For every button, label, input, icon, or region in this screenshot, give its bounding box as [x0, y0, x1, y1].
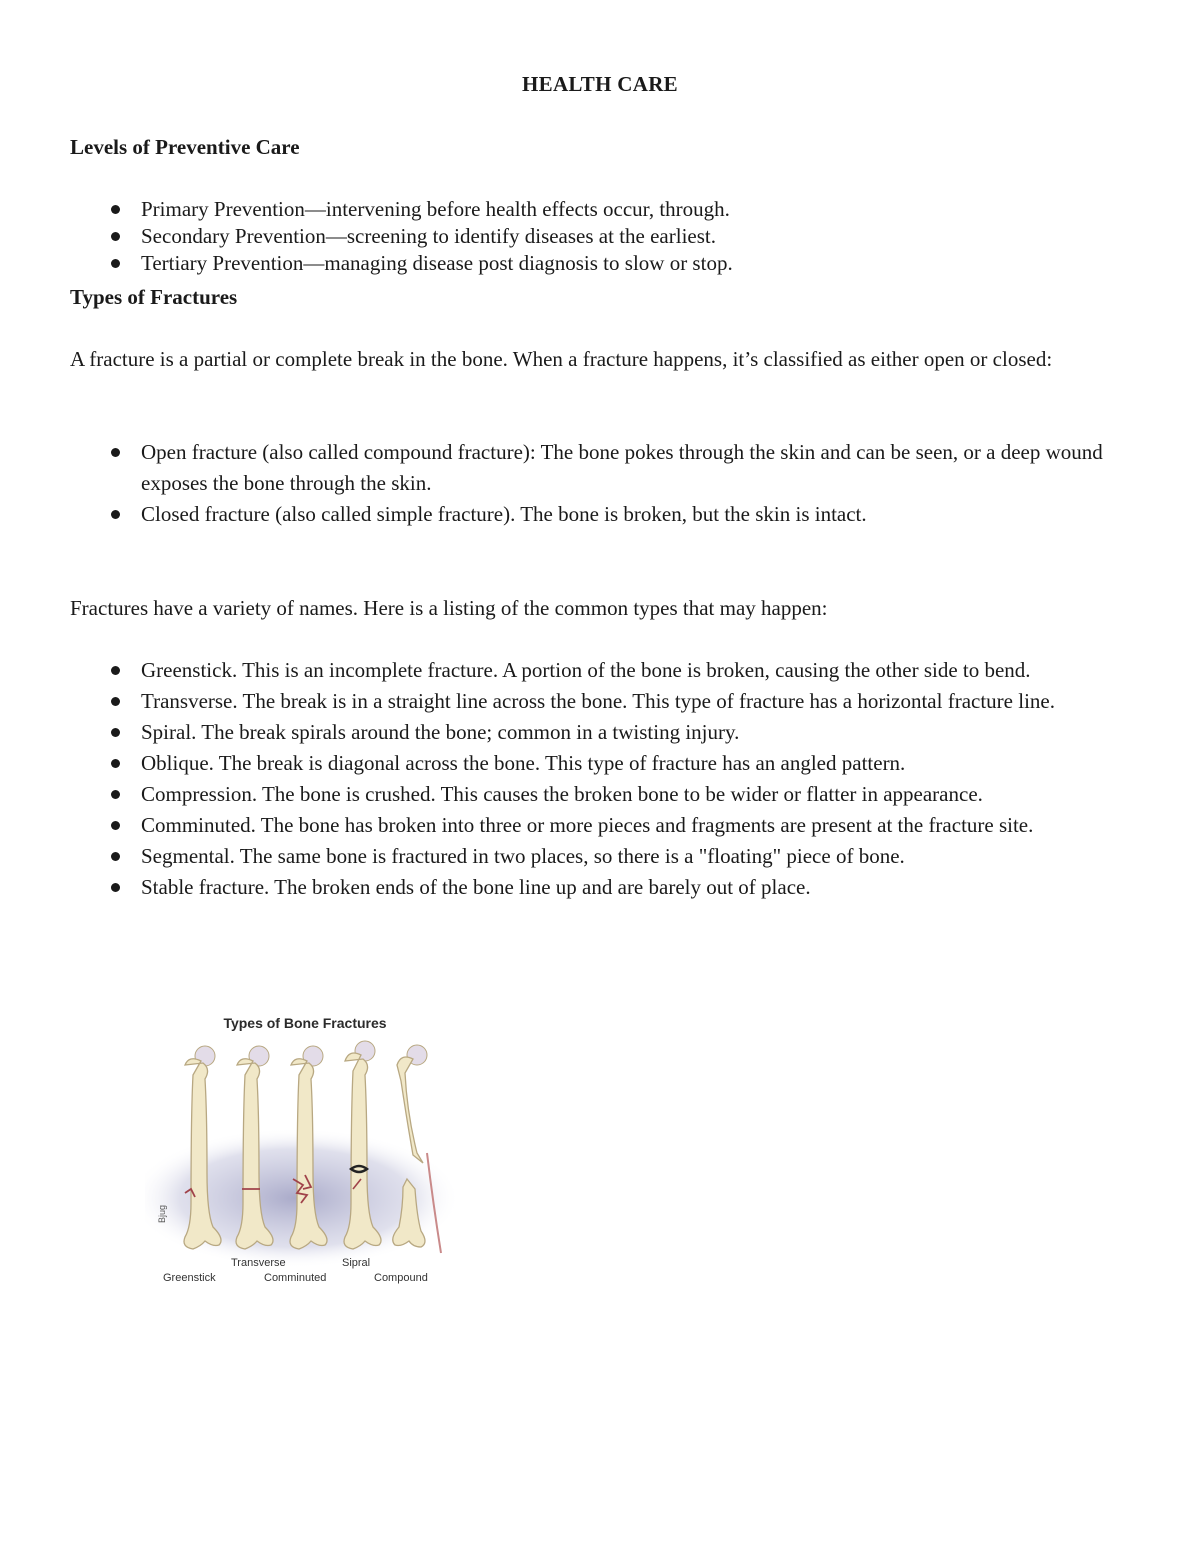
bullet-icon — [111, 852, 120, 861]
label-transverse: Transverse — [231, 1257, 286, 1269]
preventive-care-list — [70, 196, 1130, 277]
bullet-icon — [111, 510, 120, 519]
list-item: Greenstick. This is an incomplete fracture. A portion of the bone is broken, causing the other side to bend. — [70, 655, 1130, 686]
document-title: HEALTH CARE — [522, 72, 678, 96]
bullet-icon — [111, 790, 120, 799]
bullet-icon — [111, 259, 120, 268]
bullet-icon — [111, 448, 120, 457]
fracture-classification-list — [70, 437, 1130, 530]
bullet-icon — [111, 232, 120, 241]
bullet-icon — [111, 666, 120, 675]
list-item: Open fracture (also called compound fracture): The bone pokes through the skin and can be seen, or a deep wound exposes the bone through the skin. — [70, 437, 1130, 499]
list-item: Closed fracture (also called simple fracture). The bone is broken, but the skin is intact. — [70, 499, 1130, 530]
list-item: Secondary Prevention—screening to identify diseases at the earliest. — [70, 223, 1130, 250]
bullet-icon — [111, 205, 120, 214]
bullet-icon — [111, 759, 120, 768]
list-item: Oblique. The break is diagonal across the bone. This type of fracture has an angled pattern. — [70, 748, 1130, 779]
preventive-care-heading: Levels of Preventive Care — [70, 135, 300, 159]
list-item: Transverse. The break is in a straight line across the bone. This type of fracture has a horizontal fracture line. — [70, 686, 1130, 717]
fracture-names-intro: Fractures have a variety of names. Here is a listing of the common types that may happen: — [70, 596, 828, 620]
fractures-heading: Types of Fractures — [70, 285, 238, 309]
bone-fractures-figure — [145, 1003, 465, 1293]
bullet-icon — [111, 821, 120, 830]
bullet-icon — [111, 728, 120, 737]
bullet-icon — [111, 697, 120, 706]
list-item: Compression. The bone is crushed. This causes the broken bone to be wider or flatter in appearance. — [70, 779, 1130, 810]
label-greenstick: Greenstick — [163, 1272, 216, 1284]
bone-fractures-illustration — [145, 1003, 465, 1293]
artist-signature: Bjug — [157, 1204, 167, 1223]
list-item: Stable fracture. The broken ends of the bone line up and are barely out of place. — [70, 872, 1130, 903]
list-item: Tertiary Prevention—managing disease post diagnosis to slow or stop. — [70, 250, 1130, 277]
label-spiral: Sipral — [342, 1257, 371, 1269]
list-item: Primary Prevention—intervening before health effects occur, through. — [70, 196, 1130, 223]
label-compound: Compound — [374, 1272, 428, 1284]
figure-title: Types of Bone Fractures — [223, 1015, 387, 1031]
fracture-types-list — [70, 655, 1130, 903]
list-item: Segmental. The same bone is fractured in two places, so there is a "floating" piece of bone. — [70, 841, 1130, 872]
fracture-intro-paragraph: A fracture is a partial or complete break in the bone. When a fracture happens, it’s classified as either open or closed: — [70, 347, 1053, 371]
list-item: Spiral. The break spirals around the bone; common in a twisting injury. — [70, 717, 1130, 748]
label-comminuted: Comminuted — [264, 1272, 327, 1284]
list-item: Comminuted. The bone has broken into three or more pieces and fragments are present at the fracture site. — [70, 810, 1130, 841]
bullet-icon — [111, 883, 120, 892]
